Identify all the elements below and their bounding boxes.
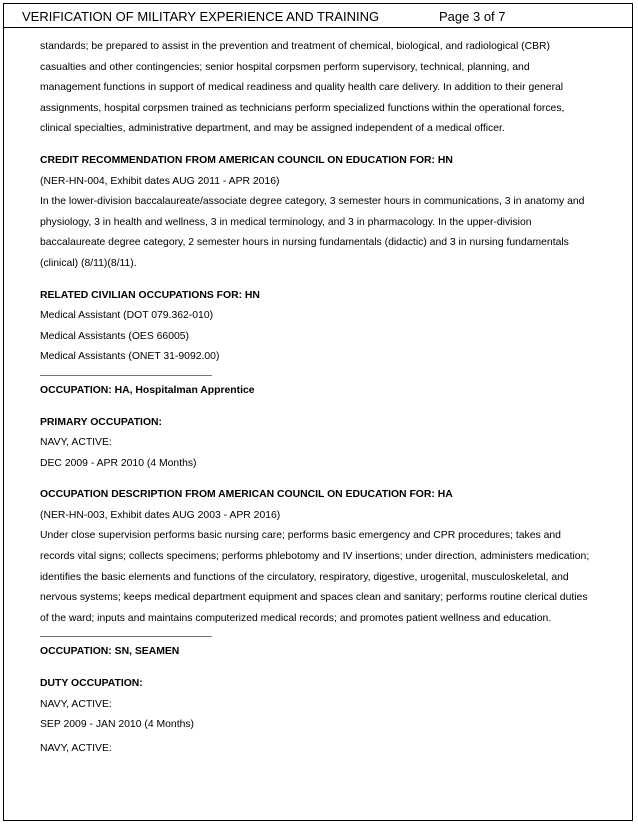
- page-header: [4, 4, 632, 28]
- text-line: standards; be prepared to assist in the prevention and treatment of chemical, biological, and radiological (CBR): [40, 41, 550, 52]
- text-line: assignments, hospital corpsmen trained as technicians perform specialized functions within the operational forces,: [40, 102, 565, 114]
- description-heading: OCCUPATION DESCRIPTION FROM AMERICAN COUNCIL ON EDUCATION FOR: HA: [40, 489, 453, 501]
- exhibit-reference: (NER-HN-003, Exhibit dates AUG 2003 - APR 2016): [40, 509, 281, 521]
- header-title: VERIFICATION OF MILITARY EXPERIENCE AND TRAINING: [22, 9, 380, 24]
- occupation-sn-section: [40, 642, 606, 759]
- text-line: casualties and other contingencies; senior hospital corpsmen perform supervisory, technical, planning, and: [40, 61, 530, 73]
- text-line: records vital signs; collects specimens; performs phlebotomy and IV insertions; under direction, administers medication;: [40, 551, 590, 563]
- text-line: baccalaureate degree category, 2 semester hours in nursing fundamentals (didactic) and 3 in nursing fundamentals: [40, 237, 569, 249]
- occupation-heading: OCCUPATION: SN, SEAMEN: [40, 646, 180, 658]
- occupation-ha-section: [40, 381, 606, 630]
- primary-occupation-heading: PRIMARY OCCUPATION:: [40, 416, 162, 428]
- text-line: clinical specialties, administrative department, and may be assigned independent of a medical officer.: [40, 123, 505, 135]
- text-line: In the lower-division baccalaureate/associate degree category, 3 semester hours in communications, 3 in anatomy and: [40, 196, 585, 208]
- text-line: physiology, 3 in health and wellness, 3 in medical terminology, and 3 in pharmacology. In the upper-division: [40, 216, 532, 228]
- credit-recommendation-section: [40, 151, 606, 275]
- text-line: (clinical) (8/11)(8/11).: [40, 257, 137, 269]
- list-item: Medical Assistants (ONET 31-9092.00): [40, 351, 220, 363]
- text-line: management functions in support of medical readiness and quality health care delivery. In addition to their general: [40, 82, 564, 94]
- service-dates: DEC 2009 - APR 2010 (4 Months): [40, 457, 197, 469]
- document-body: [40, 37, 606, 759]
- document-page: [3, 3, 633, 821]
- service-type: NAVY, ACTIVE:: [40, 742, 112, 754]
- text-line: nervous systems; keeps medical department equipment and spaces clean and sanitary; performs routine clerical duties: [40, 592, 588, 604]
- duty-occupation-heading: DUTY OCCUPATION:: [40, 678, 143, 690]
- related-occupations-section: [40, 286, 606, 368]
- text-line: identifies the basic elements and functions of the circulatory, respiratory, digestive, urogenital, musculoskeletal, and: [40, 571, 569, 583]
- intro-paragraph: [40, 37, 606, 140]
- section-heading: RELATED CIVILIAN OCCUPATIONS FOR: HN: [40, 289, 260, 301]
- list-item: Medical Assistants (OES 66005): [40, 330, 189, 342]
- occupation-heading: OCCUPATION: HA, Hospitalman Apprentice: [40, 384, 255, 396]
- service-type: NAVY, ACTIVE:: [40, 437, 112, 449]
- exhibit-reference: (NER-HN-004, Exhibit dates AUG 2011 - APR 2016): [40, 175, 280, 187]
- page-number: Page 3 of 7: [439, 9, 506, 24]
- service-dates: SEP 2009 - JAN 2010 (4 Months): [40, 719, 195, 731]
- section-divider: [40, 375, 212, 376]
- list-item: Medical Assistant (DOT 079.362-010): [40, 310, 214, 322]
- section-heading: CREDIT RECOMMENDATION FROM AMERICAN COUNCIL ON EDUCATION FOR: HN: [40, 154, 453, 166]
- text-line: of the ward; inputs and maintains computerized medical records; and promotes patient wellness and education.: [40, 612, 552, 624]
- section-divider: [40, 636, 212, 637]
- service-type: NAVY, ACTIVE:: [40, 698, 112, 710]
- text-line: Under close supervision performs basic nursing care; performs basic emergency and CPR procedures; takes and: [40, 530, 561, 542]
